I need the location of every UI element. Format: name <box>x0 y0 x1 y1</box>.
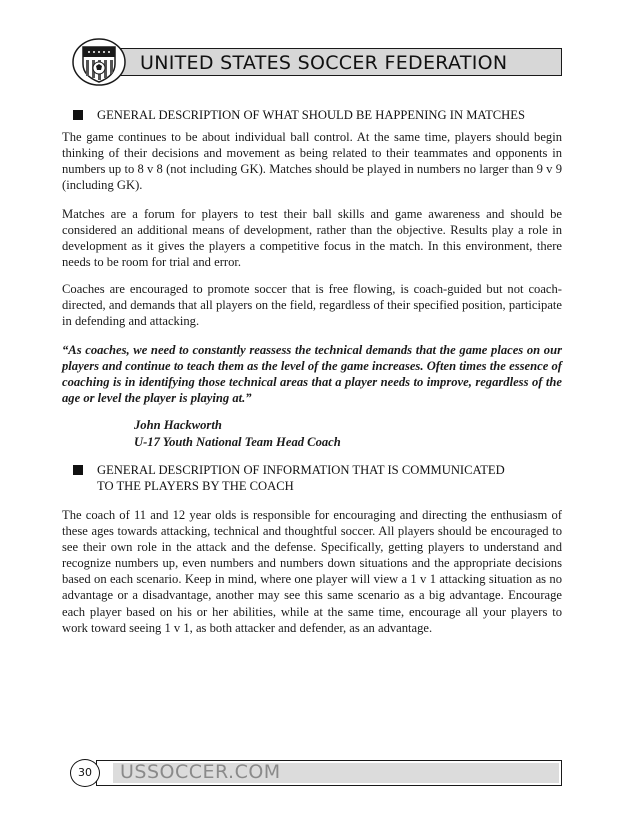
section1-heading-text: GENERAL DESCRIPTION OF WHAT SHOULD BE HAPPENING IN MATCHES <box>97 108 525 122</box>
section1-paragraph-2: Matches are a forum for players to test their ball skills and game awareness and should be considered an additional means of development, rather than the objective. Results play a role in development as it gives the players a competitive focus in the match. In this environment, there needs to be room for trial and error. <box>62 207 562 270</box>
footer-url: USSOCCER.COM <box>120 761 281 783</box>
quote-attribution-title: U-17 Youth National Team Head Coach <box>134 435 341 449</box>
coach-quote: “As coaches, we need to constantly reassess the technical demands that the game places on our players and continue to teach them as the level of the game increases. Often times the essence of coaching is in identifying those technical areas that a player needs to improve, regardless of the age or level the player is playing at.” <box>62 343 562 406</box>
section1-heading <box>73 107 525 123</box>
page-number: 30 <box>78 766 92 779</box>
section1-paragraph-1: The game continues to be about individual ball control. At the same time, players should begin thinking of their decisions and movement as being related to their teammates and opponents in numbers up to 8 v 8 (not including GK). Matches should be played in numbers no larger than 9 v 9 (including GK). <box>62 130 562 193</box>
header-title: UNITED STATES SOCCER FEDERATION <box>140 52 508 74</box>
section1-paragraph-3: Coaches are encouraged to promote soccer that is free flowing, is coach-guided but not coach-directed, and demands that all players on the field, regardless of their specified position, participate in defending and attacking. <box>62 282 562 329</box>
section2-heading-line1: GENERAL DESCRIPTION OF INFORMATION THAT IS COMMUNICATED <box>97 463 505 477</box>
section2-heading-line2: TO THE PLAYERS BY THE COACH <box>97 479 294 494</box>
us-soccer-crest-logo <box>72 38 126 86</box>
bullet-square-icon <box>73 465 83 475</box>
section2-paragraph: The coach of 11 and 12 year olds is responsible for encouraging and directing the enthusiasm of these ages towards attacking, technical and thoughtful soccer. All players should be encouraged to see their own role in the attack and the defense. Specifically, getting players to understand and recognize numbers up, even numbers and numbers down situations and the appropriate decisions based on each scenario. Keep in mind, where one player will view a 1 v 1 attacking situation as no advantage or a disadvantage, another may see this same scenario as a big advantage. Encourage each player based on his or her abilities, while at the same time, encourage all your players to work toward seeing 1 v 1, as both attacker and defender, as an advantage. <box>62 508 562 635</box>
section2-heading <box>73 462 505 494</box>
bullet-square-icon <box>73 110 83 120</box>
quote-attribution-name: John Hackworth <box>134 418 222 432</box>
